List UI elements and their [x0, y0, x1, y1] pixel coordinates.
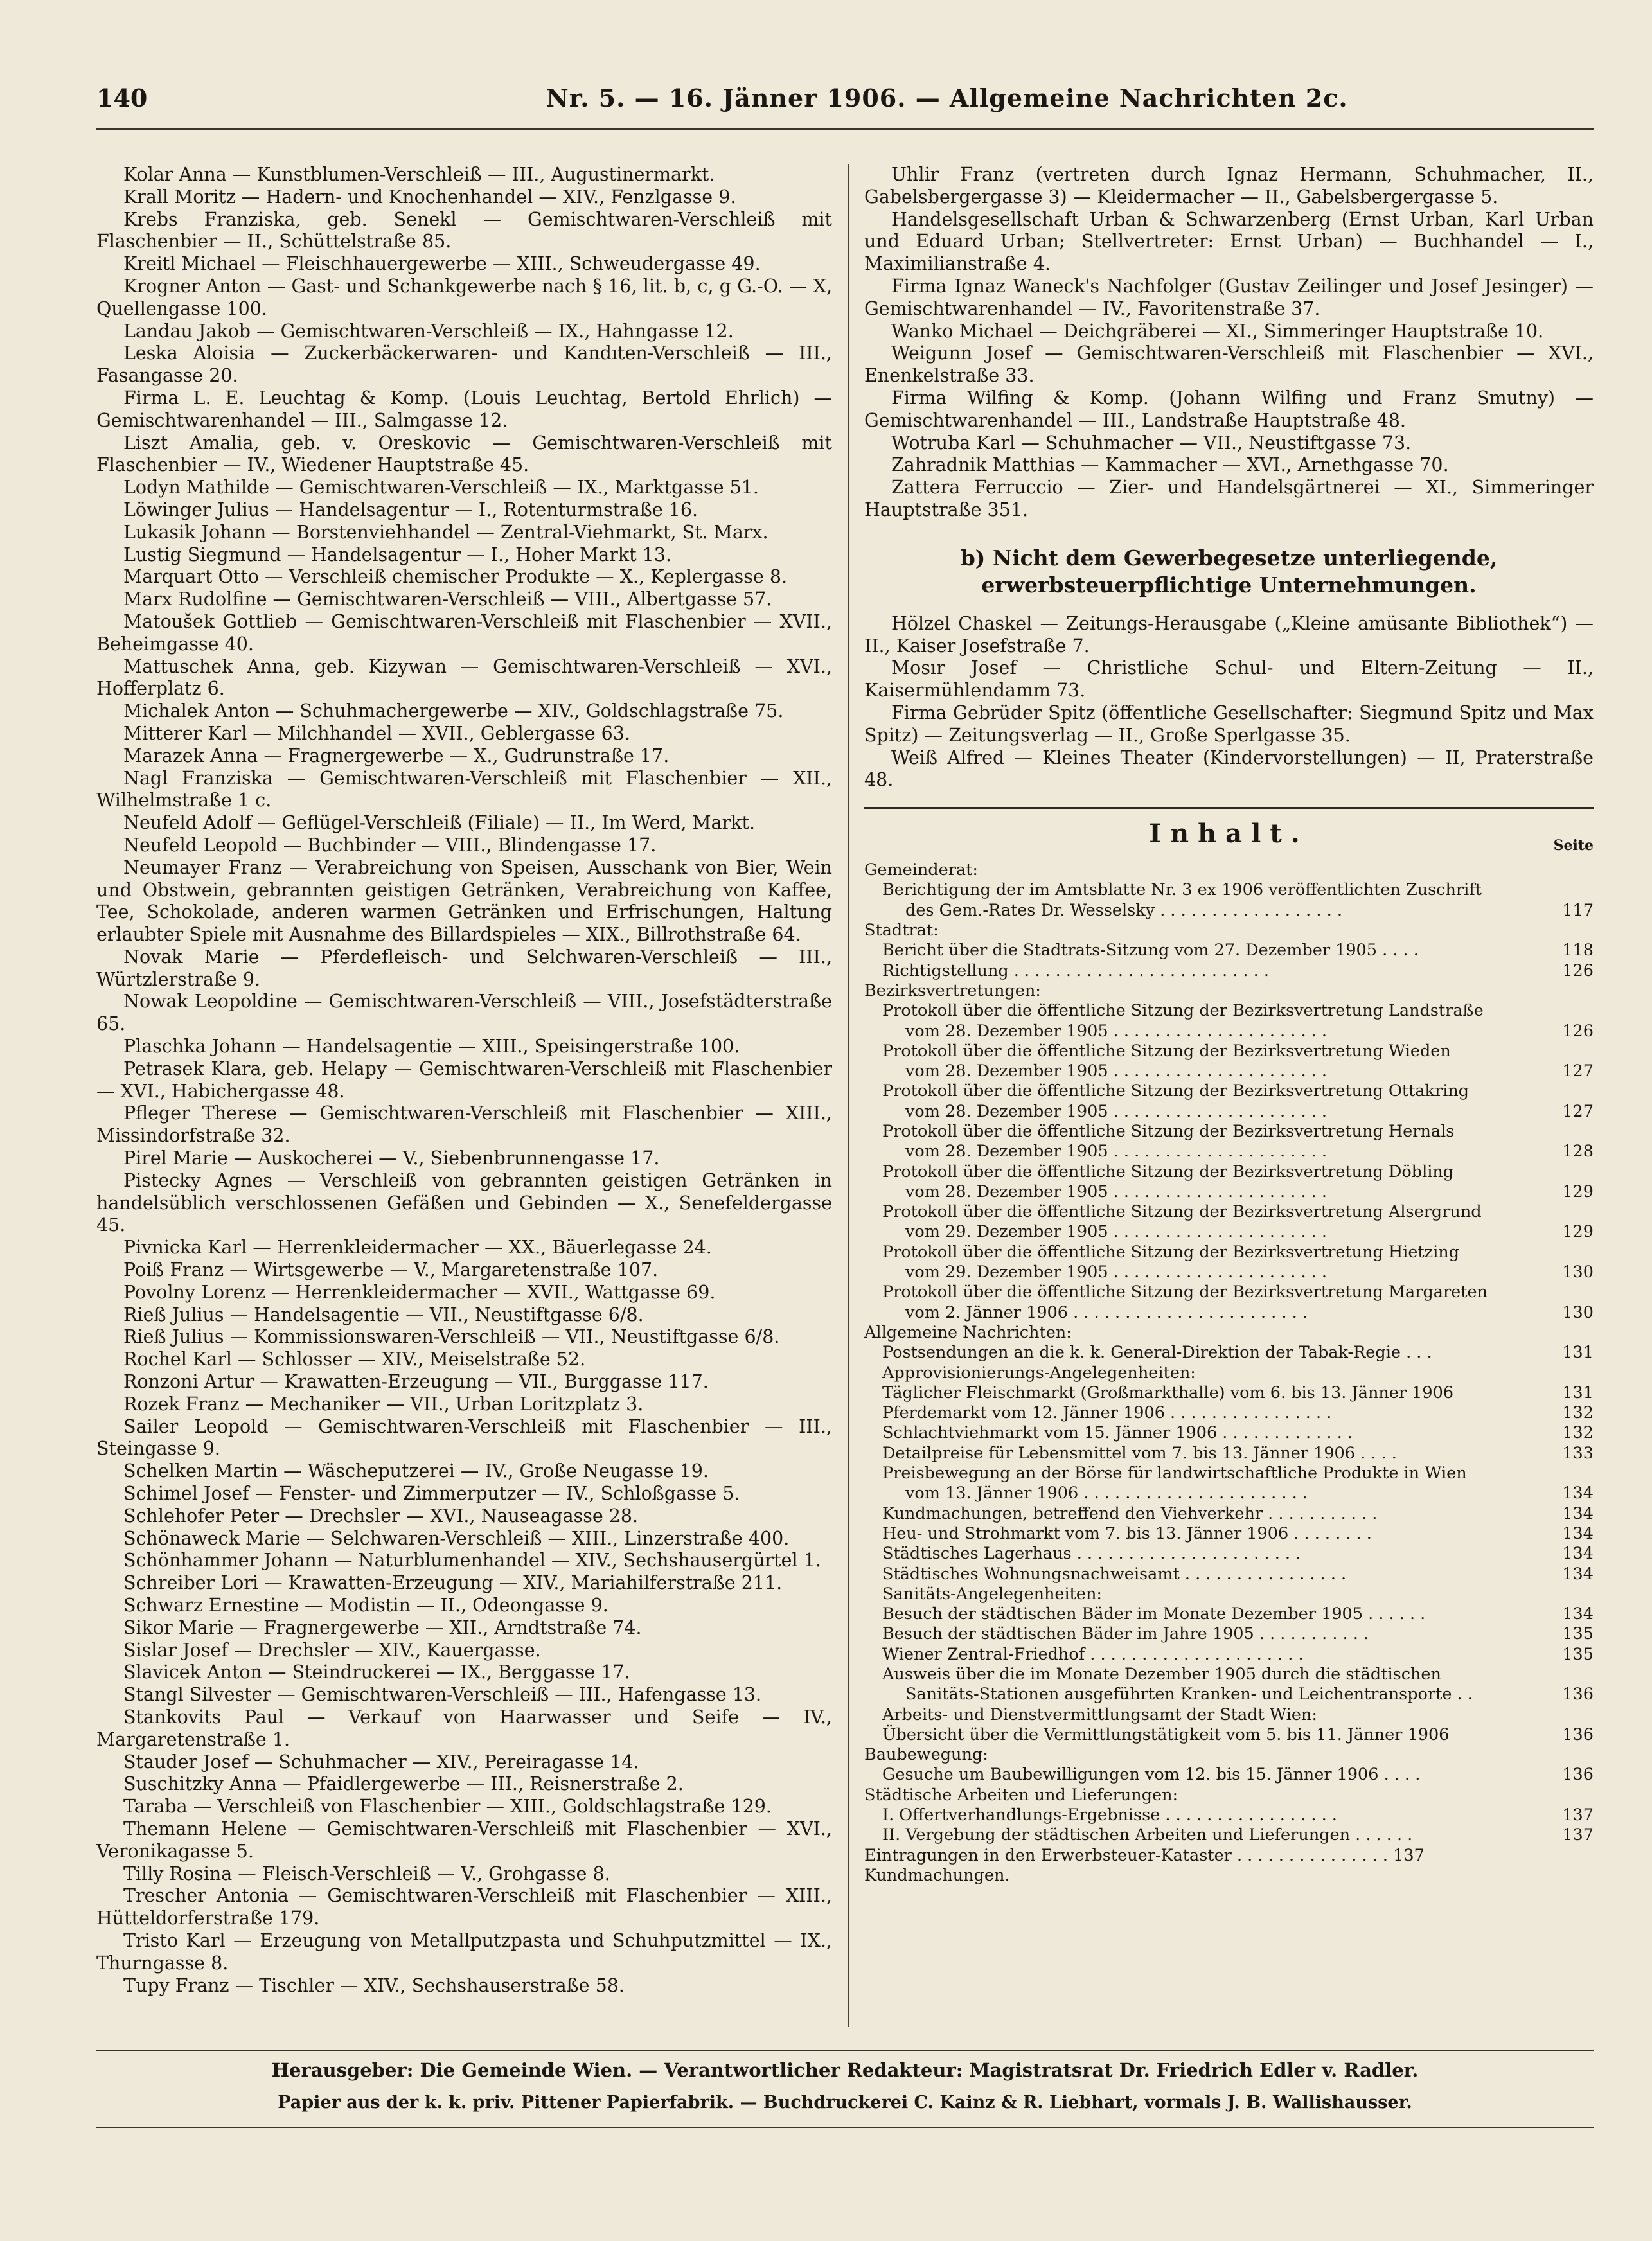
- registry-entry: Zattera Ferruccio — Zier- und Handelsgärtnerei — XI., Simmeringer Hauptstraße 351.: [864, 477, 1594, 520]
- registry-entry: Schimel Josef — Fenster- und Zimmerputzer — IV., Schloßgasse 5.: [123, 1483, 740, 1505]
- toc-page-number: 130: [1562, 1262, 1594, 1282]
- toc-page-number: 134: [1562, 1604, 1594, 1624]
- registry-entry: Liszt Amalia, geb. v. Oreskovic — Gemischtwaren-Verschleiß mit Flaschenbier — IV., Wiedener Hauptstraße 45.: [96, 432, 832, 476]
- registry-entry: Pirel Marie — Auskocherei — V., Siebenbrunnengasse 17.: [123, 1147, 660, 1169]
- registry-entry: Povolny Lorenz — Herrenkleidermacher — XVII., Wattgasse 69.: [123, 1281, 716, 1303]
- registry-entry: Rozek Franz — Mechaniker — VII., Urban Loritzplatz 3.: [123, 1393, 644, 1415]
- toc-entry: [864, 1725, 1594, 1745]
- registry-entry: Tristo Karl — Erzeugung von Metallputzpasta und Schuhputzmittel — IX., Thurngasse 8.: [96, 1929, 832, 1974]
- registry-entry: Uhlir Franz (vertreten durch Ignaz Hermann, Schuhmacher, II., Gabelsbergergasse 3) — Kleidermacher — II., Gabelsbergergasse 5.: [864, 164, 1594, 208]
- registry-entry: Slavicek Anton — Steindruckerei — IX., Berggasse 17.: [123, 1661, 630, 1683]
- toc-category: Gemeinderat:: [864, 860, 978, 880]
- toc-page-number: 136: [1562, 1724, 1594, 1744]
- toc-entry-text: Protokoll über die öffentliche Sitzung der Bezirksvertretung Alsergrund: [882, 1202, 1482, 1222]
- registry-entry: Sailer Leopold — Gemischtwaren-Verschleiß mit Flaschenbier — III., Steingasse 9.: [96, 1415, 832, 1460]
- registry-entry: Rieß Julius — Kommissionswaren-Verschleiß — VII., Neustiftgasse 6/8.: [123, 1326, 780, 1348]
- toc-page-number: 134: [1562, 1484, 1594, 1503]
- toc-entry: [864, 1504, 1594, 1524]
- section-b-entry: Hölzel Chaskel — Zeitungs-Herausgabe („Kleine amüsante Bibliothek“) — II., Kaiser Josefstraße 7.: [864, 612, 1594, 657]
- section-b-entry: Mosır Josef — Christliche Schul- und Eltern-Zeitung — II., Kaisermühlendamm 73.: [864, 657, 1594, 702]
- publisher-line: Herausgeber: Die Gemeinde Wien. — Verantwortlicher Redakteur: Magistratsrat Dr. Friedrich Edler v. Radler.: [271, 2059, 1419, 2081]
- toc-category: Baubewegung:: [864, 1745, 988, 1765]
- toc-entry-text: Kundmachungen, betreffend den Viehverkehr . . . . . . . . . . .: [882, 1503, 1378, 1523]
- registry-entry: Neumayer Franz — Verabreichung von Speisen, Ausschank von Bier, Wein und Obstwein, gebrannten geistigen Getränken, Verabreichung von Kaffee, Tee, Schokolade, anderen warmen Getränken und Erfrischungen, Haltung erlaubter Spiele mit Ausnahme des Billardspieles — XIX., Billrothstraße 64.: [96, 856, 832, 946]
- registry-entry: Schlehofer Peter — Drechsler — XVI., Nauseagasse 28.: [123, 1505, 639, 1527]
- footer-rule-top: [96, 2050, 1594, 2051]
- registry-entry: Rieß Julius — Handelsagentie — VII., Neustiftgasse 6/8.: [123, 1304, 644, 1325]
- toc-entry: [864, 880, 1594, 900]
- toc-entry-text: Pferdemarkt vom 12. Jänner 1906 . . . . . . . . . . . . . . . .: [882, 1403, 1332, 1423]
- registry-entry: Löwinger Julius — Handelsagentur — I., Rotenturmstraße 16.: [123, 499, 698, 520]
- registry-entry: Nowak Leopoldine — Gemischtwaren-Verschleiß — VIII., Josefstädterstraße 65.: [96, 991, 832, 1035]
- registry-entry: Taraba — Verschleiß von Flaschenbier — XIII., Goldschlagstraße 129.: [123, 1796, 772, 1818]
- toc-entry: [864, 941, 1594, 961]
- toc-entry-text: Protokoll über die öffentliche Sitzung der Bezirksvertretung Hietzing: [882, 1242, 1460, 1262]
- toc-entry: [864, 1061, 1594, 1081]
- column-divider: [848, 164, 849, 2027]
- toc-entry-text: Wiener Zentral-Friedhof . . . . . . . . . . . . . . . . . . . . .: [882, 1644, 1304, 1664]
- toc-page-number: 129: [1562, 1222, 1594, 1242]
- toc-entry-text: Heu- und Strohmarkt vom 7. bis 13. Jänner 1906 . . . . . . . .: [882, 1523, 1372, 1543]
- registry-entry: Schelken Martin — Wäscheputzerei — IV., Große Neugasse 19.: [123, 1460, 709, 1482]
- toc-entry-text: Besuch der städtischen Bäder im Monate Dezember 1905 . . . . . .: [882, 1604, 1426, 1624]
- toc-entry: [864, 1343, 1594, 1363]
- toc-page-number: 136: [1562, 1765, 1594, 1785]
- toc-entry-text: Approvisionierungs-Angelegenheiten:: [882, 1363, 1196, 1383]
- toc-entry: [864, 1303, 1594, 1323]
- registry-entry: Mattuschek Anna, geb. Kizywan — Gemischtwaren-Verschleiß — XVI., Hofferplatz 6.: [96, 655, 832, 700]
- registry-entry: Krogner Anton — Gast- und Schankgewerbe nach § 16, lit. b, c, g G.-O. — X, Quellengasse 100.: [96, 275, 832, 319]
- toc-entry: [864, 1383, 1594, 1403]
- toc-entry-text: Arbeits- und Dienstvermittlungsamt der Stadt Wien:: [882, 1705, 1317, 1724]
- toc-entry-text: I. Offertverhandlungs-Ergebnisse . . . . . . . . . . . . . . . . .: [882, 1805, 1337, 1825]
- registry-entry: Pivnicka Karl — Herrenkleidermacher — XX., Bäuerlegasse 24.: [123, 1237, 712, 1259]
- toc-entry: [864, 1544, 1594, 1564]
- registry-entry: Neufeld Leopold — Buchbinder — VIII., Blindengasse 17.: [123, 834, 657, 856]
- toc-page-number: 134: [1562, 1523, 1594, 1543]
- toc-entry: [864, 961, 1594, 981]
- registry-entry: Firma Wilfing & Komp. (Johann Wilfing und Franz Smutny) — Gemischtwarenhandel — III., Landstraße Hauptstraße 48.: [864, 387, 1594, 431]
- toc-page-number: 127: [1562, 1101, 1594, 1121]
- toc-category: Eintragungen in den Erwerbsteuer-Kataster . . . . . . . . . . . . . . . 137: [864, 1845, 1425, 1865]
- toc-entry-text: Protokoll über die öffentliche Sitzung der Bezirksvertretung Margareten: [882, 1282, 1488, 1302]
- toc-page-number: 137: [1562, 1825, 1594, 1845]
- toc-page-number: 126: [1562, 1021, 1594, 1041]
- toc-entry-text: Täglicher Fleischmarkt (Großmarkthalle) vom 6. bis 13. Jänner 1906: [882, 1383, 1454, 1403]
- toc-entry: [864, 901, 1594, 921]
- toc-entry-text: Bericht über die Stadtrats-Sitzung vom 27. Dezember 1905 . . . .: [882, 941, 1419, 961]
- registry-entry: Krall Moritz — Hadern- und Knochenhandel — XIV., Fenzlgasse 9.: [123, 186, 736, 208]
- toc-entry: [864, 1584, 1594, 1604]
- page-header: [96, 84, 1594, 122]
- toc-entry-text: vom 29. Dezember 1905 . . . . . . . . . . . . . . . . . . . . .: [905, 1262, 1327, 1282]
- toc-entry: [864, 1142, 1594, 1162]
- registry-entry: Leska Aloisia — Zuckerbäckerwaren- und Kandıten-Verschleiß — III., Fasangasse 20.: [96, 342, 832, 387]
- toc-entry-text: vom 28. Dezember 1905 . . . . . . . . . . . . . . . . . . . . .: [905, 1142, 1327, 1162]
- toc-entry: [864, 1122, 1594, 1142]
- toc-entry-text: vom 28. Dezember 1905 . . . . . . . . . . . . . . . . . . . . .: [905, 1021, 1327, 1041]
- registry-entry: Mitterer Karl — Milchhandel — XVII., Geblergasse 63.: [123, 722, 630, 744]
- toc-entry: [864, 1182, 1594, 1202]
- toc-page-number: 117: [1562, 900, 1594, 920]
- toc-page-number: 130: [1562, 1302, 1594, 1322]
- page-number: 140: [96, 84, 148, 112]
- header-rule: [96, 128, 1594, 130]
- registry-entry: Nagl Franziska — Gemischtwaren-Verschleiß mit Flaschenbier — XII., Wilhelmstraße 1 c.: [96, 767, 832, 811]
- registry-entry: Schönhammer Johann — Naturblumenhandel — XIV., Sechshausergürtel 1.: [123, 1550, 821, 1572]
- registry-entry: Sislar Josef — Drechsler — XIV., Kauergasse.: [123, 1639, 541, 1661]
- toc-entry: [864, 1363, 1594, 1383]
- toc-entry: [864, 1102, 1594, 1122]
- registry-entry: Rochel Karl — Schlosser — XIV., Meiselstraße 52.: [123, 1349, 586, 1370]
- registry-entry: Matoušek Gottlieb — Gemischtwaren-Verschleiß mit Flaschenbier — XVII., Beheimgasse 40.: [96, 610, 832, 655]
- toc-entry: [864, 1645, 1594, 1665]
- toc-entry-text: vom 28. Dezember 1905 . . . . . . . . . . . . . . . . . . . . .: [905, 1101, 1327, 1121]
- registry-entry: Stangl Silvester — Gemischtwaren-Verschleiß — III., Hafengasse 13.: [123, 1684, 762, 1706]
- toc-entry: [864, 1624, 1594, 1644]
- toc-entry-text: Städtisches Wohnungsnachweisamt . . . . . . . . . . . . . . . .: [882, 1564, 1347, 1584]
- registry-entry: Wanko Michael — Deichgräberei — XI., Simmeringer Hauptstraße 10.: [891, 320, 1544, 342]
- toc-entry: [864, 1805, 1594, 1825]
- toc-entry-text: Protokoll über die öffentliche Sitzung der Bezirksvertretung Landstraße: [882, 1001, 1484, 1021]
- toc-entry: [864, 1202, 1594, 1222]
- toc-entry-text: Protokoll über die öffentliche Sitzung der Bezirksvertretung Döbling: [882, 1162, 1454, 1182]
- toc-entry-text: Sanitäts-Angelegenheiten:: [882, 1584, 1103, 1604]
- toc-page-number: 135: [1562, 1644, 1594, 1664]
- registry-entry: Stauder Josef — Schuhmacher — XIV., Pereiragasse 14.: [123, 1751, 639, 1773]
- section-b-heading: b) Nicht dem Gewerbegesetze unterliegende, erwerbsteuerpflichtige Unternehmungen.: [960, 545, 1498, 598]
- toc-page-number: 128: [1562, 1142, 1594, 1162]
- section-b-entries: [864, 613, 1594, 792]
- registry-entry: Pistecky Agnes — Verschleiß von gebrannten geistigen Getränken in handelsüblich verschlossenen Gefäßen und Gebinden — X., Senefeldergasse 45.: [96, 1169, 832, 1236]
- toc-page-number: 131: [1562, 1383, 1594, 1403]
- registry-entry: Landau Jakob — Gemischtwaren-Verschleiß — IX., Hahngasse 12.: [123, 320, 734, 342]
- toc-entry: [864, 1081, 1594, 1101]
- registry-entry: Marazek Anna — Fragnergewerbe — X., Gudrunstraße 17.: [123, 745, 670, 766]
- toc-entry-text: Schlachtviehmarkt vom 15. Jänner 1906 . . . . . . . . . . . . .: [882, 1423, 1353, 1443]
- toc-page-number: 126: [1562, 961, 1594, 980]
- section-b-entry: Weiß Alfred — Kleines Theater (Kindervorstellungen) — II, Praterstraße 48.: [864, 747, 1594, 791]
- registry-entry: Kolar Anna — Kunstblumen-Verschleiß — III., Augustinermarkt.: [123, 164, 715, 185]
- toc-entry: [864, 1262, 1594, 1282]
- toc-page-number: 134: [1562, 1503, 1594, 1523]
- toc-entry-text: Berichtigung der im Amtsblatte Nr. 3 ex 1906 veröffentlichten Zuschrift: [882, 880, 1482, 900]
- section-b-entry: Firma Gebrüder Spitz (öffentliche Gesellschafter: Siegmund Spitz und Max Spitz) — Zeitungsverlag — II., Große Sperlgasse 35.: [864, 702, 1594, 746]
- toc-entry-text: Gesuche um Baubewilligungen vom 12. bis 15. Jänner 1906 . . . .: [882, 1765, 1421, 1785]
- registry-entry: Handelsgesellschaft Urban & Schwarzenberg (Ernst Urban, Karl Urban und Eduard Urban; Stellvertreter: Ernst Urban) — Buchhandel — I., Maximilianstraße 4.: [864, 208, 1594, 275]
- toc-entry-text: Protokoll über die öffentliche Sitzung der Bezirksvertretung Hernals: [882, 1121, 1455, 1141]
- toc-rule: [864, 807, 1594, 809]
- toc-entry: [864, 1705, 1594, 1725]
- toc-entry: [864, 1685, 1594, 1705]
- registry-entry: Ronzoni Artur — Krawatten-Erzeugung — VII., Burggasse 117.: [123, 1371, 709, 1393]
- registry-entry: Michalek Anton — Schuhmachergewerbe — XIV., Goldschlagstraße 75.: [123, 700, 784, 722]
- registry-entry: Wotruba Karl — Schuhmacher — VII., Neustiftgasse 73.: [891, 432, 1412, 454]
- registry-entry: Schreiber Lori — Krawatten-Erzeugung — XIV., Mariahilferstraße 211.: [123, 1572, 783, 1594]
- toc-entry: [864, 1001, 1594, 1021]
- toc-entry: [864, 1765, 1594, 1785]
- toc-entry-text: Postsendungen an die k. k. General-Direktion der Tabak-Regie . . .: [882, 1343, 1432, 1363]
- toc-entry-text: Protokoll über die öffentliche Sitzung der Bezirksvertretung Wieden: [882, 1041, 1451, 1061]
- toc-page-number: 129: [1562, 1182, 1594, 1201]
- registry-entry: Lodyn Mathilde — Gemischtwaren-Verschleiß — IX., Marktgasse 51.: [123, 477, 759, 499]
- toc-entry: [864, 1464, 1594, 1484]
- registry-entry: Petrasek Klara, geb. Helapy — Gemischtwaren-Verschleiß mit Flaschenbier — XVI., Habichergasse 48.: [96, 1058, 832, 1102]
- toc-entry: [864, 1243, 1594, 1262]
- toc-entry: [864, 1162, 1594, 1182]
- toc-entry: [864, 1403, 1594, 1423]
- toc-category: Stadtrat:: [864, 921, 939, 941]
- toc-entry: [864, 1041, 1594, 1061]
- registry-entry: Schönaweck Marie — Selchwaren-Verschleiß — XIII., Linzerstraße 400.: [123, 1527, 790, 1549]
- registry-entry: Firma L. E. Leuchtag & Komp. (Louis Leuchtag, Bertold Ehrlich) — Gemischtwarenhandel — III., Salmgasse 12.: [96, 387, 832, 431]
- toc-entry-text: vom 29. Dezember 1905 . . . . . . . . . . . . . . . . . . . . .: [905, 1222, 1327, 1242]
- toc-entry-text: Protokoll über die öffentliche Sitzung der Bezirksvertretung Ottakring: [882, 1081, 1470, 1101]
- toc-entry: [864, 1222, 1594, 1242]
- toc-category: Städtische Arbeiten und Lieferungen:: [864, 1785, 1178, 1805]
- toc-page-number: 133: [1562, 1443, 1594, 1463]
- registry-entry: Pfleger Therese — Gemischtwaren-Verschleiß mit Flaschenbier — XIII., Missindorfstraße 32.: [96, 1103, 832, 1147]
- registry-entry: Schwarz Ernestine — Modistin — II., Odeongasse 9.: [123, 1595, 608, 1616]
- right-column: [864, 164, 1594, 1886]
- registry-entry: Themann Helene — Gemischtwaren-Verschleiß mit Flaschenbier — XVI., Veronikagasse 5.: [96, 1818, 832, 1862]
- registry-entry: Firma Ignaz Waneck's Nachfolger (Gustav Zeilinger und Josef Jesinger) — Gemischtwarenhandel — IV., Favoritenstraße 37.: [864, 275, 1594, 319]
- toc-page-number: 132: [1562, 1423, 1594, 1443]
- toc-entry: [864, 1282, 1594, 1302]
- left-column: [96, 164, 832, 1997]
- registry-entry: Tupy Franz — Tischler — XIV., Sechshauserstraße 58.: [123, 1974, 625, 1996]
- toc-entry-text: Ausweis über die im Monate Dezember 1905 durch die städtischen: [882, 1665, 1441, 1684]
- toc-entry-text: vom 13. Jänner 1906 . . . . . . . . . . . . . . . . . . . . . .: [905, 1484, 1308, 1503]
- toc-entry-text: Besuch der städtischen Bäder im Jahre 1905 . . . . . . . . . . .: [882, 1624, 1369, 1644]
- toc-page-number: 127: [1562, 1061, 1594, 1081]
- toc-header: [864, 819, 1594, 860]
- registry-entry: Plaschka Johann — Handelsagentie — XIII., Speisingerstraße 100.: [123, 1036, 740, 1058]
- toc-page-number: 134: [1562, 1564, 1594, 1584]
- footer-rule-bottom: [96, 2127, 1594, 2128]
- toc-entry-text: Übersicht über die Vermittlungstätigkeit vom 5. bis 11. Jänner 1906: [882, 1724, 1450, 1744]
- registry-entry: Suschitzky Anna — Pfaidlergewerbe — III., Reisnerstraße 2.: [123, 1773, 684, 1795]
- toc-page-number: 134: [1562, 1544, 1594, 1564]
- registry-entry: Lustig Siegmund — Handelsagentur — I., Hoher Markt 13.: [123, 544, 671, 565]
- right-entries: [864, 164, 1594, 522]
- toc-entry-text: II. Vergebung der städtischen Arbeiten und Lieferungen . . . . . .: [882, 1825, 1413, 1845]
- toc-entry-text: vom 28. Dezember 1905 . . . . . . . . . . . . . . . . . . . . .: [905, 1061, 1327, 1081]
- toc-page-number: 135: [1562, 1624, 1594, 1644]
- registry-entry: Trescher Antonia — Gemischtwaren-Verschleiß mit Flaschenbier — XIII., Hütteldorferstraße 179.: [96, 1885, 832, 1929]
- registry-entry: Zahradnik Matthias — Kammacher — XVI., Arnethgasse 70.: [891, 454, 1449, 476]
- registry-entry: Krebs Franziska, geb. Senekl — Gemischtwaren-Verschleiß mit Flaschenbier — II., Schüttelstraße 85.: [96, 208, 832, 252]
- toc-entry-text: vom 28. Dezember 1905 . . . . . . . . . . . . . . . . . . . . .: [905, 1182, 1327, 1201]
- running-title: Nr. 5. — 16. Jänner 1906. — Allgemeine Nachrichten 2c.: [546, 84, 1348, 112]
- toc-entry-text: des Gem.-Rates Dr. Wesselsky . . . . . . . . . . . . . . . . . .: [905, 900, 1342, 920]
- toc-entry: [864, 1604, 1594, 1624]
- toc-entry-text: vom 2. Jänner 1906 . . . . . . . . . . . . . . . . . . . . . . .: [905, 1302, 1308, 1322]
- toc-entry: [864, 1022, 1594, 1041]
- toc-page-number: 118: [1562, 941, 1594, 961]
- registry-entry: Tilly Rosina — Fleisch-Verschleiß — V., Grohgasse 8.: [123, 1863, 610, 1884]
- registry-entry: Sikor Marie — Fragnergewerbe — XII., Arndtstraße 74.: [123, 1617, 642, 1638]
- toc-page-number: 136: [1562, 1685, 1594, 1705]
- toc-entry-text: Detailpreise für Lebensmittel vom 7. bis 13. Jänner 1906 . . . .: [882, 1443, 1397, 1463]
- toc-entry-text: Richtigstellung . . . . . . . . . . . . . . . . . . . . . . . . .: [882, 961, 1269, 980]
- table-of-contents: [864, 860, 1594, 1886]
- registry-entry: Weigunn Josef — Gemischtwaren-Verschleiß mit Flaschenbier — XVI., Enenkelstraße 33.: [864, 342, 1594, 387]
- toc-category: Kundmachungen.: [864, 1865, 1010, 1885]
- toc-page-number: 137: [1562, 1805, 1594, 1825]
- toc-entry: [864, 1444, 1594, 1464]
- toc-category: Bezirksvertretungen:: [864, 980, 1041, 1000]
- toc-entry-text: Sanitäts-Stationen ausgeführten Kranken- und Leichentransporte . .: [905, 1685, 1473, 1705]
- toc-category: Allgemeine Nachrichten:: [864, 1322, 1072, 1342]
- toc-seite-label: Seite: [1553, 837, 1594, 855]
- registry-entry: Marquart Otto — Verschleiß chemischer Produkte — X., Keplergasse 8.: [123, 566, 788, 588]
- registry-entry: Kreitl Michael — Fleischhauergewerbe — XIII., Schweudergasse 49.: [123, 253, 761, 275]
- toc-page-number: 131: [1562, 1343, 1594, 1363]
- toc-entry-text: Preisbewegung an der Börse für landwirtschaftliche Produkte in Wien: [882, 1464, 1467, 1484]
- toc-page-number: 132: [1562, 1403, 1594, 1423]
- toc-entry: [864, 1825, 1594, 1845]
- toc-entry: [864, 1423, 1594, 1443]
- toc-title: Inhalt.: [1149, 819, 1309, 849]
- toc-entry: [864, 1564, 1594, 1584]
- toc-entry: [864, 1665, 1594, 1685]
- registry-entry: Poiß Franz — Wirtsgewerbe — V., Margaretenstraße 107.: [123, 1259, 659, 1281]
- printer-line: Papier aus der k. k. priv. Pittener Papierfabrik. — Buchdruckerei C. Kainz & R. Liebhart, vormals J. B. Wallishausser.: [278, 2093, 1412, 2113]
- toc-entry: [864, 1524, 1594, 1544]
- toc-entry: [864, 1484, 1594, 1503]
- registry-entry: Stankovits Paul — Verkauf von Haarwasser und Seife — IV., Margaretenstraße 1.: [96, 1706, 832, 1750]
- registry-entry: Lukasik Johann — Borstenviehhandel — Zentral-Viehmarkt, St. Marx.: [123, 521, 768, 543]
- toc-entry-text: Städtisches Lagerhaus . . . . . . . . . . . . . . . . . . . . . .: [882, 1544, 1301, 1564]
- registry-entry: Neufeld Adolf — Geflügel-Verschleiß (Filiale) — II., Im Werd, Markt.: [123, 812, 756, 834]
- registry-entry: Marx Rudolfine — Gemischtwaren-Verschleiß — VIII., Albertgasse 57.: [123, 589, 772, 610]
- registry-entry: Novak Marie — Pferdefleisch- und Selchwaren-Verschleiß — III., Würtzlerstraße 9.: [96, 946, 832, 990]
